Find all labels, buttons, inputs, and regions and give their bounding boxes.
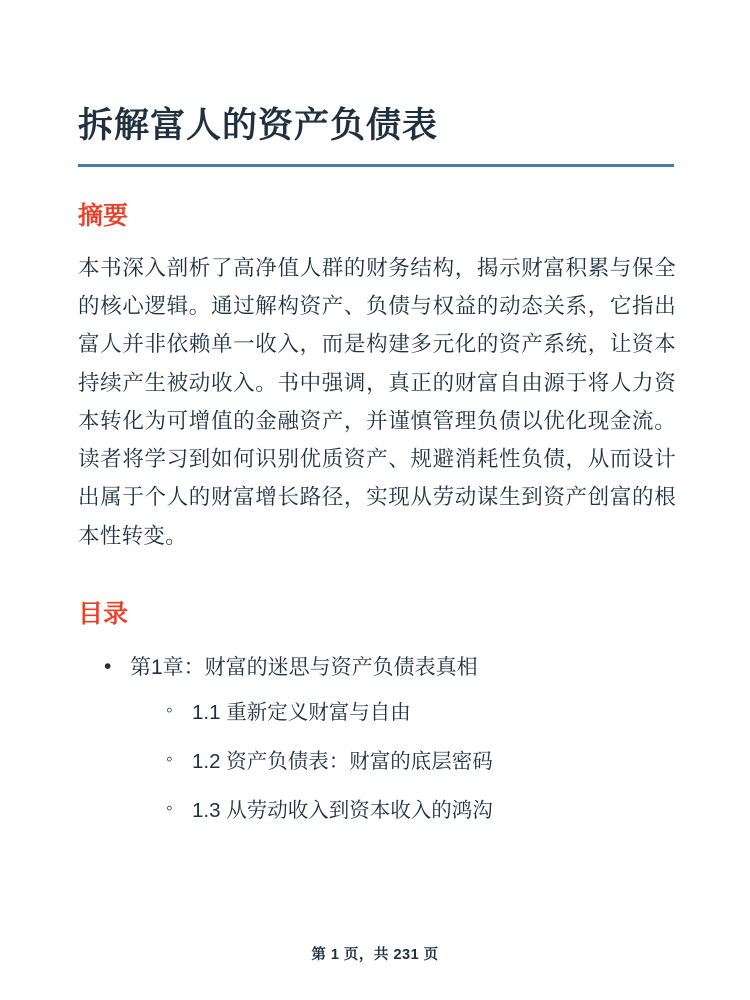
page-title: 拆解富人的资产负债表 bbox=[78, 106, 439, 145]
toc-section-item[interactable] bbox=[166, 748, 676, 777]
toc-heading: 目录 bbox=[78, 599, 129, 628]
toc-sublist bbox=[130, 699, 676, 825]
abstract-body: 本书深入剖析了高净值人群的财务结构，揭示财富积累与保全的核心逻辑。通过解构资产、负债与权益的动态关系，它指出富人并非依赖单一收入，而是构建多元化的资产系统，让资本持续产生被动收入。书中强调，真正的财富自由源于将人力资本转化为可增值的金融资产，并谨慎管理负债以优化现金流。读者将学习到如何识别优质资产、规避消耗性负债，从而设计出属于个人的财富增长路径，实现从劳动谋生到资产创富的根本性转变。 bbox=[78, 255, 676, 548]
toc-section-label: 1.1 重新定义财富与自由 bbox=[192, 701, 411, 725]
toc-section-item[interactable] bbox=[166, 797, 676, 826]
toc-chapter-item[interactable] bbox=[104, 653, 676, 826]
page-footer: 第 1 页，共 231 页 bbox=[311, 947, 439, 963]
toc-section-label: 1.3 从劳动收入到资本收入的鸿沟 bbox=[192, 798, 493, 822]
toc-section-item[interactable] bbox=[166, 699, 676, 728]
title-divider bbox=[78, 164, 674, 167]
toc-list bbox=[78, 653, 676, 826]
toc-chapter-label: 第1章：财富的迷思与资产负债表真相 bbox=[130, 655, 478, 679]
toc-section-label: 1.2 资产负债表：财富的底层密码 bbox=[192, 750, 493, 773]
abstract-heading: 摘要 bbox=[78, 201, 129, 230]
